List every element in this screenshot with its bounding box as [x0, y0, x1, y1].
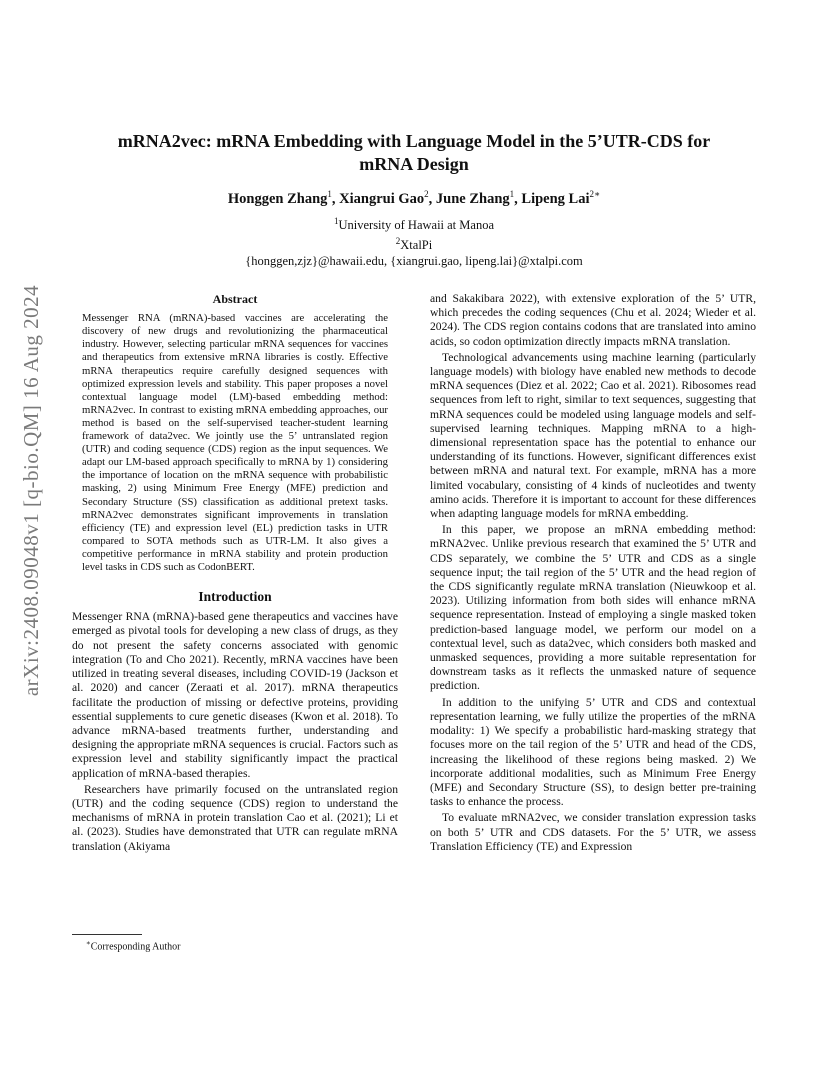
affiliations — [80, 213, 748, 269]
affiliation-line — [80, 213, 748, 233]
title-line-1: mRNA2vec: mRNA Embedding with Language Model in the 5’UTR-CDS for — [117, 131, 711, 151]
footnote-mark: ∗ — [86, 939, 91, 947]
affiliation-text: University of Hawaii at Manoa — [338, 218, 494, 233]
footnote-divider — [72, 934, 142, 935]
body-paragraph: and Sakakibara 2022), with extensive exploration of the 5’ UTR, which precedes the coding sequences (Chu et al. 2024; Wieder et al. 2024). The CDS region contains codons that are translated into amino acids, so codon optimization directly impacts mRNA translation. — [430, 292, 756, 348]
author-mark: 2 — [424, 189, 429, 199]
body-paragraph: Technological advancements using machine learning (particularly language models) with biology have enabled new methods to decode mRNA sequences (Diez et al. 2022; Cao et al. 2021). Ribosomes read sequences from left to right, similar to text sequences, suggesting that mRNA sequences could be modeled using language models and self-supervised learning techniques. Mapping mRNA to a high-dimensional representation space has the potential to enhance our understanding of its functions. However, significant differences exist between mRNA and natural text. For example, mRNA has a more limited vocabulary, consisting of 4 kinds of nucleotides and twenty amino acids. Therefore it is important to account for these differences when adapting language models for mRNA embedding. — [430, 350, 756, 521]
arxiv-side-stamp — [14, 260, 50, 720]
affiliation-line — [80, 233, 748, 253]
author-mark: 1 — [509, 189, 515, 199]
author-mark: 1 — [327, 189, 332, 199]
author-name: Xiangrui Gao — [339, 190, 425, 207]
author-name: Lipeng Lai — [521, 190, 590, 207]
paper-title — [80, 130, 748, 176]
author-name: Honggen Zhang — [227, 190, 328, 207]
author-list: Honggen Zhang$^1$, Xiangrui Gao$^2$, June Zhang$^1$, Lipeng Lai$^{2∗}$ — [227, 189, 601, 207]
body-paragraph: In addition to the unifying 5’ UTR and CDS and contextual representation learning, we fully utilize the properties of the mRNA modality: 1) We specify a probabilistic hard-masking strategy that focuses more on the tail region of the 5’ UTR and head of the CDS, increasing the likelihood of these regions being masked. 2) We incorporate additional modalities, such as Minimum Free Energy (MFE) and Secondary Structure (SS), to design better pre-training tasks to enhance the process. — [430, 695, 756, 809]
right-column — [430, 292, 756, 854]
body-paragraph: Researchers have primarily focused on the untranslated region (UTR) and the coding sequence (CDS) region to understand the mechanisms of mRNA in protein translation Cao et al. (2021); Li et al. (2023). Studies have demonstrated that UTR can regulate mRNA translation (Akiyama — [72, 782, 398, 853]
body-paragraph: In this paper, we propose an mRNA embedding method: mRNA2vec. Unlike previous research that examined the 5’ UTR and CDS separately, we combine the 5’ UTR and CDS as a single sequence input; the tail region of the 5’ UTR and the head region of the CDS significantly regulate mRNA translation (Nieuwkoop et al. 2023). Utilizing information from both sides will enhance mRNA sequence representation. Instead of employing a single masked token prediction-based language model, we perform our model on a contextual level, such as data2vec, which considers both masked and unmasked sequences, providing a more suitable representation for downstream tasks as it reflects the unmasked nature of sequence prediction. — [430, 523, 756, 693]
introduction-heading: Introduction — [198, 589, 272, 605]
arxiv-identifier: arXiv:2408.09048v1 [q-bio.QM] 16 Aug 2024 — [19, 284, 44, 696]
body-paragraph: To evaluate mRNA2vec, we consider translation expression tasks on both 5’ UTR and CDS datasets. For the 5’ UTR, we assess Translation Efficiency (TE) and Expression — [430, 811, 756, 853]
left-column — [72, 292, 398, 854]
abstract-text: Messenger RNA (mRNA)-based vaccines are accelerating the discovery of new drugs and revolutionizing the pharmaceutical industry. However, selecting particular mRNA sequences for vaccines and therapeutics from extensive mRNA libraries is costly. Effective mRNA therapeutics require carefully designed sequences with optimized expression levels and stability. This paper proposes a novel contextual language model (LM)-based embedding method: mRNA2vec. In contrast to existing mRNA embedding approaches, our method is based on the self-supervised teacher-student learning framework of data2vec. We jointly use the 5’ untranslated region (UTR) and coding sequence (CDS) region as the input sequences. We adapt our LM-based approach specifically to mRNA by 1) considering the importance of location on the mRNA sequence with probabilistic masking, 2) using Minimum Free Energy (MFE) prediction and Secondary Structure (SS) classification as additional pretext tasks. mRNA2vec demonstrates significant improvements in translation efficiency (TE) and expression level (EL) prediction tasks in UTR compared to SOTA methods such as UTR-LM. It also gives a competitive performance in mRNA stability and protein production level tasks in CDS such as CodonBERT. — [82, 312, 388, 573]
affiliation-text: XtalPi — [400, 238, 433, 253]
author-mark: 2∗ — [589, 189, 601, 199]
footnote-text: Corresponding Author — [90, 941, 181, 953]
body-paragraph: Messenger RNA (mRNA)-based gene therapeutics and vaccines have emerged as pivotal tools for developing a new class of drugs, as they do not present the safety concerns associated with genomic integration (To and Cho 2021). Recently, mRNA vaccines have been utilized in treating several diseases, including COVID-19 (Jackson et al. 2020) and cancer (Zeraati et al. 2017). mRNA therapeutics facilitate the production of missing or defective proteins, providing essential supplements to cure genetic diseases (Kwon et al. 2018). To advance mRNA-based treatments further, understanding and designing the appropriate mRNA sequences is crucial. Factors such as expression level and stability significantly impact the practical application of mRNA-based therapies. — [72, 610, 398, 780]
abstract-heading: Abstract — [212, 292, 258, 306]
affiliation-mark: 2 — [395, 236, 401, 247]
author-name: June Zhang — [435, 190, 510, 207]
title-line-2: mRNA Design — [359, 154, 469, 174]
author-emails: {honggen,zjz}@hawaii.edu, {xiangrui.gao, lipeng.lai}@xtalpi.com — [245, 254, 583, 269]
footnote — [86, 939, 180, 952]
affiliation-mark: 1 — [333, 216, 339, 226]
